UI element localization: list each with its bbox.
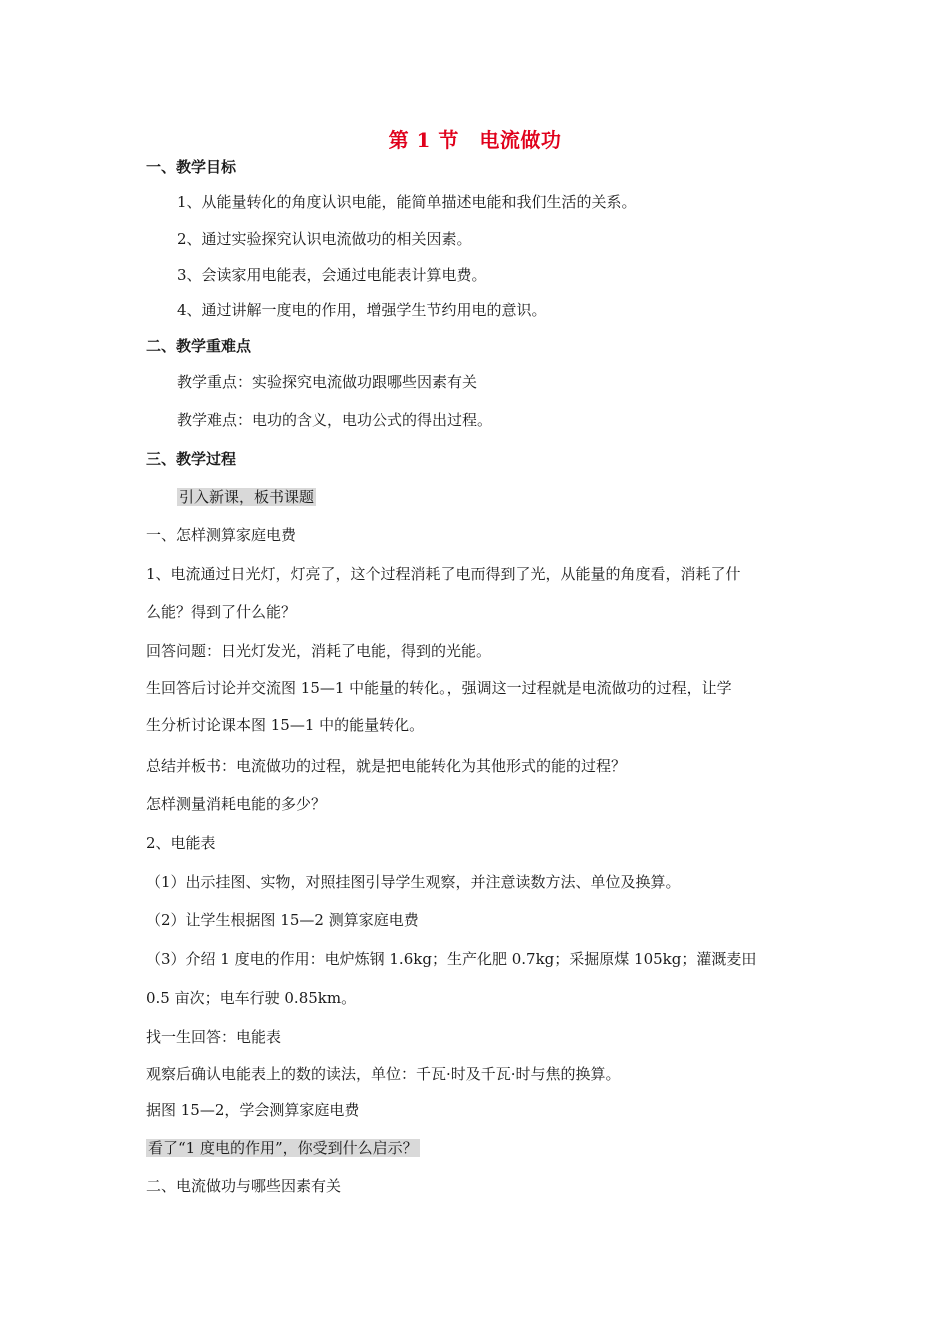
highlighted-text: 引入新课，板书课题 [179,488,315,506]
key-point: 教学重点：实验探究电流做功跟哪些因素有关 [177,373,478,391]
difficulty-point: 教学难点：电功的含义，电功公式的得出过程。 [177,411,493,429]
process-line: 观察后确认电能表上的数的读法，单位：千瓦·时及千瓦·时与焦的换算。 [146,1065,621,1083]
section-heading-keypoints: 二、教学重难点 [146,337,252,355]
process-line: 生回答后讨论并交流图 15—1 中能量的转化。，强调这一过程就是电流做功的过程，让学 [146,679,732,697]
process-line: 怎样测量消耗电能的多少？ [146,795,327,813]
process-line: 总结并板书：电流做功的过程，就是把电能转化为其他形式的能的过程？ [146,757,627,775]
objective-item: 4、通过讲解一度电的作用，增强学生节约用电的意识。 [177,301,547,319]
objective-item: 1、从能量转化的角度认识电能，能简单描述电能和我们生活的关系。 [177,193,637,211]
process-line: 2、电能表 [146,834,216,852]
process-line: 生分析讨论课本图 15—1 中的能量转化。 [146,716,425,734]
intro-line [177,486,316,508]
section-heading-process: 三、教学过程 [146,450,237,468]
objective-item: 2、通过实验探究认识电流做功的相关因素。 [177,230,472,248]
process-line: 1、电流通过日光灯，灯亮了，这个过程消耗了电而得到了光，从能量的角度看，消耗了什 [146,565,741,583]
process-line: 回答问题：日光灯发光，消耗了电能，得到的光能。 [146,642,492,660]
document-title: 第 1 节 电流做功 [388,128,562,152]
process-line: 二、电流做功与哪些因素有关 [146,1177,342,1195]
objective-item: 3、会读家用电能表，会通过电能表计算电费。 [177,266,487,284]
process-line: （3）介绍 1 度电的作用：电炉炼钢 1.6kg；生产化肥 0.7kg；采掘原煤 105kg；灌溉麦田 [146,950,757,968]
process-line: （2）让学生根据图 15—2 测算家庭电费 [146,911,419,929]
process-line: 么能？得到了什么能？ [146,603,297,621]
section-heading-objectives: 一、教学目标 [146,158,237,176]
process-line: 找一生回答：电能表 [146,1028,282,1046]
process-line: 0.5 亩次；电车行驶 0.85km。 [146,989,357,1007]
process-line-highlighted [146,1137,420,1159]
process-line: 一、怎样测算家庭电费 [146,526,297,544]
process-line: （1）出示挂图、实物，对照挂图引导学生观察，并注意读数方法、单位及换算。 [146,873,681,891]
process-line: 据图 15—2，学会测算家庭电费 [146,1101,360,1119]
highlighted-text: 看了“1 度电的作用”，你受到什么启示？ [148,1139,418,1157]
